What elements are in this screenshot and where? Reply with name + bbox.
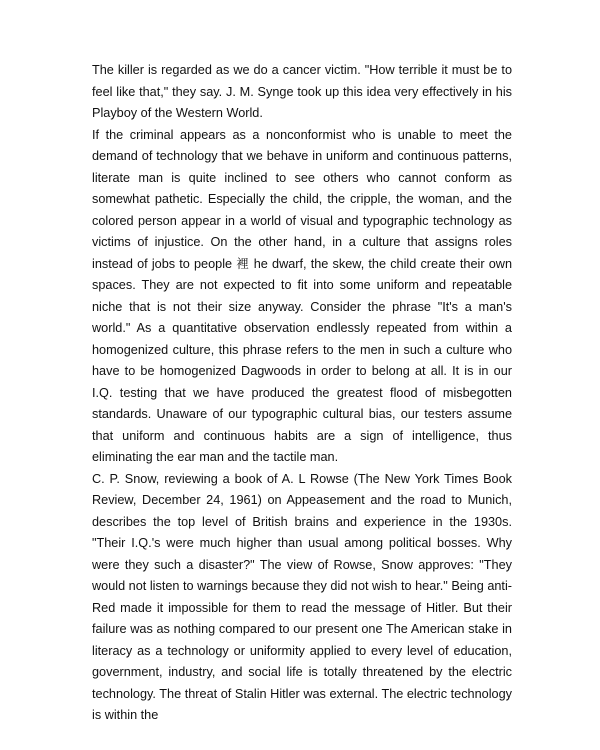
- paragraph-1: The killer is regarded as we do a cancer victim. "How terrible it must be to feel like that," they say. J. M. Synge took up this idea very effectively in his Playboy of the Western World.: [92, 63, 512, 120]
- paragraph-3: C. P. Snow, reviewing a book of A. L Rowse (The New York Times Book Review, December 24, 1961) on Appeasement and the road to Munich, describes the top level of British brains and experience in the 1930s. "Their I.Q.'s were much higher than usual among political bosses. Why were they such a disaster?" The view of Rowse, Snow approves: "They would not listen to warnings because they did not wish to hear." Being anti-Red made it impossible for them to read the message of Hitler. But their failure was as nothing compared to our present one The American stake in literacy as a technology or uniformity applied to every level of education, government, industry, and social life is totally threatened by the electric technology. The threat of Stalin Hitler was external. The electric technology is within the: [92, 471, 512, 722]
- paragraph-2: If the criminal appears as a nonconformist who is unable to meet the demand of technology that we behave in uniform and continuous patterns, literate man is quite inclined to see others who cannot conform as somewhat pathetic. Especially the child, the cripple, the woman, and the colored person appear in a world of visual and typographic technology as victims of injustice. On the other hand, in a culture that assigns roles instead of jobs to people 裡 he dwarf, the skew, the child create their own spaces. They are not expected to fit into some uniform and repeatable niche that is not their size anyway. Consider the phrase "It's a man's world." As a quantitative observation endlessly repeated from within a homogenized culture, this phrase refers to the men in such a culture who have to be homogenized Dagwoods in order to belong at all. It is in our I.Q. testing that we have produced the greatest flood of misbegotten standards. Unaware of our typographic cultural bias, our testers assume that uniform and continuous habits are a sign of intelligence, thus eliminating the ear man and the tactile man.: [92, 127, 512, 464]
- document-body: [92, 60, 512, 727]
